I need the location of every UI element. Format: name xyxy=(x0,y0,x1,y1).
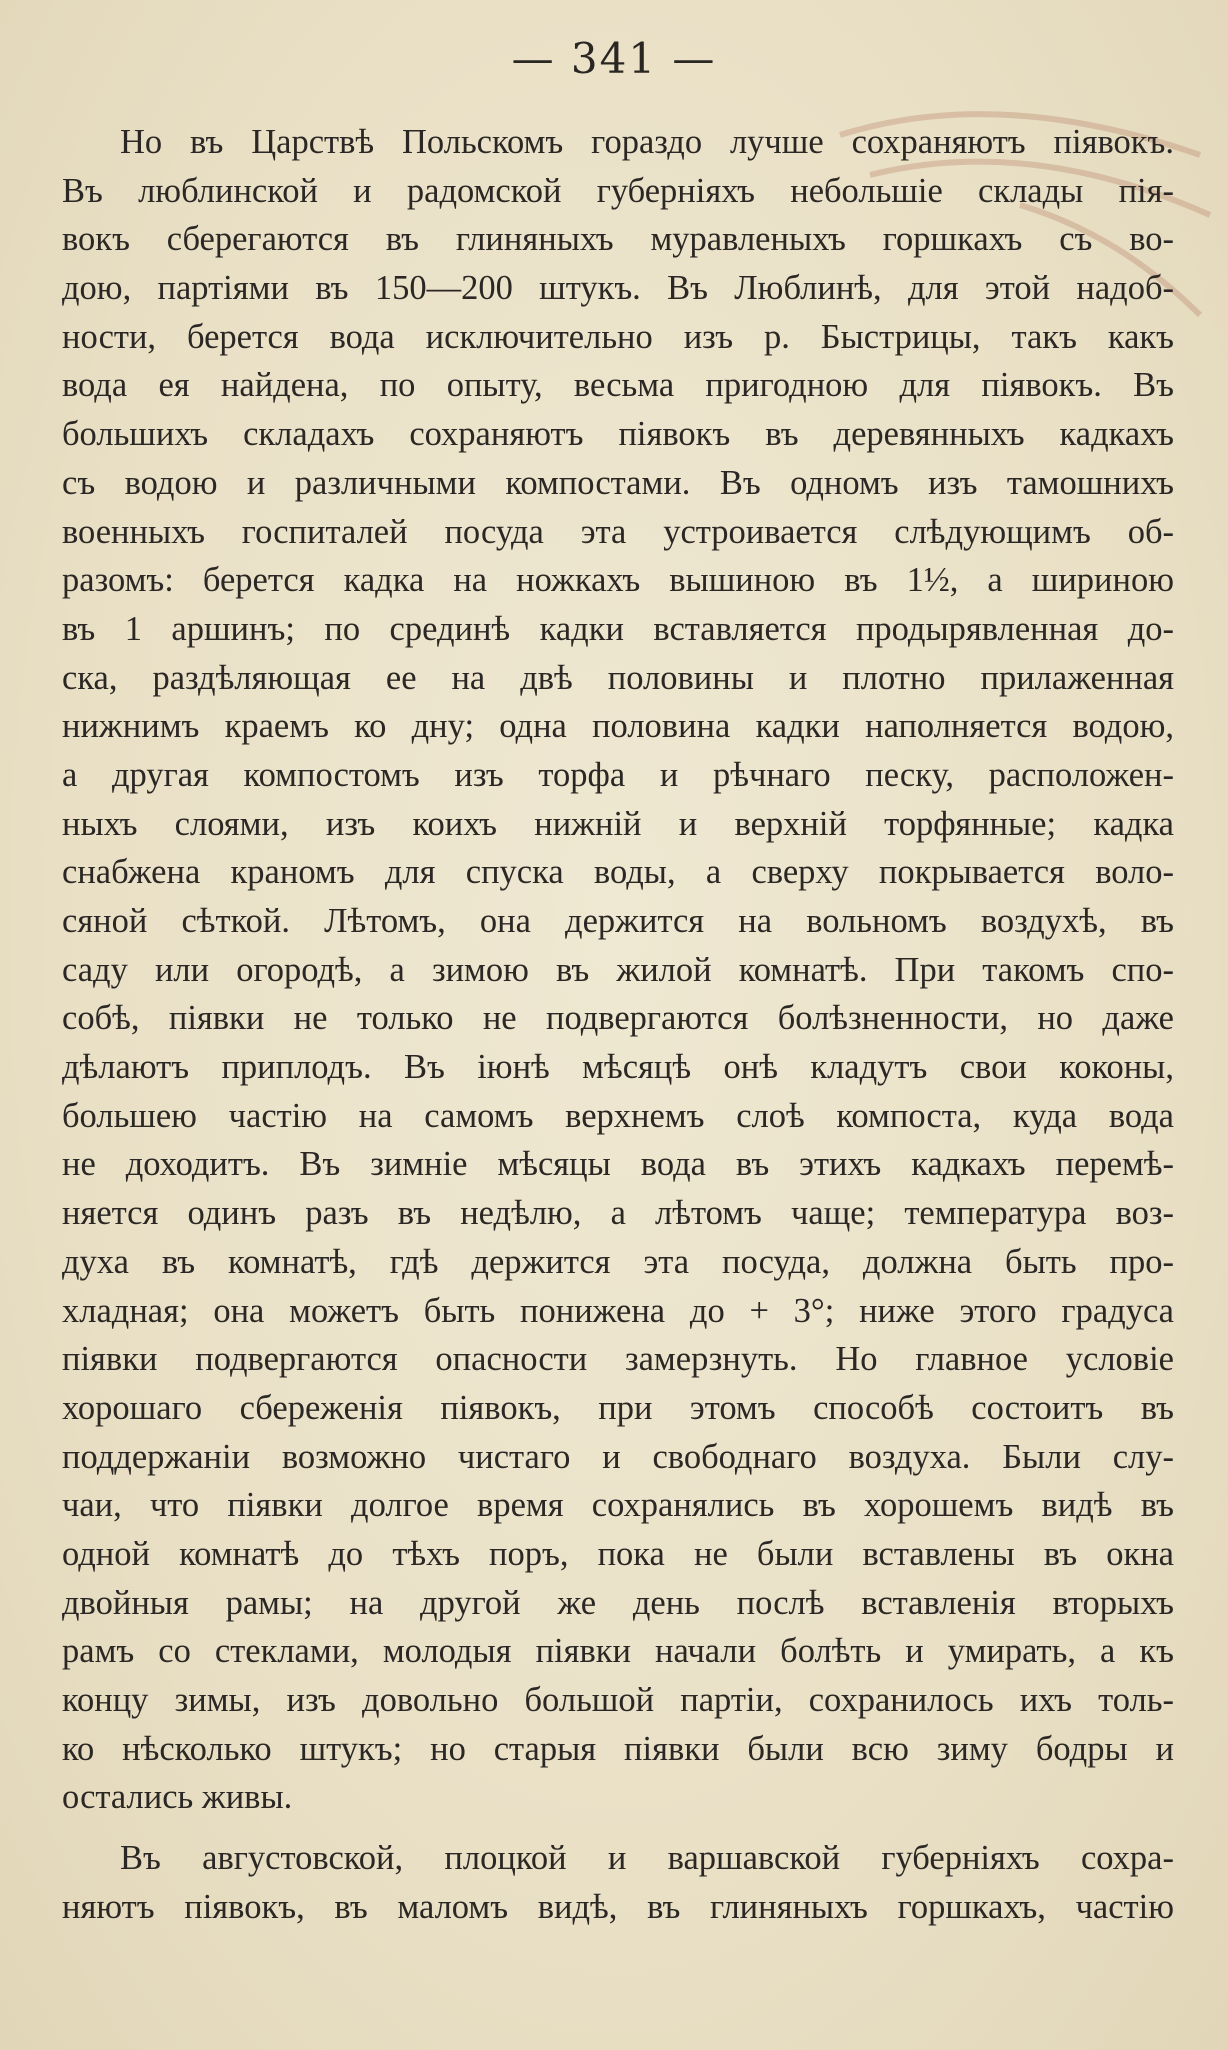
text-line: не доходитъ. Въ зимнiе мѣсяцы вода въ этихъ кадкахъ перемѣ- xyxy=(62,1145,1174,1184)
text-line: чаи, что пiявки долгое время сохранялись въ хорошемъ видѣ въ xyxy=(62,1486,1174,1525)
text-line: няютъ пiявокъ, въ маломъ видѣ, въ глиняныхъ горшкахъ, частiю xyxy=(62,1887,1174,1926)
text-line: а другая компостомъ изъ торфа и рѣчнаго песку, расположен- xyxy=(62,755,1174,794)
text-line: ска, раздѣляющая ее на двѣ половины и плотно прилаженная xyxy=(62,658,1174,697)
text-line: духа въ комнатѣ, гдѣ держится эта посуда, должна быть про- xyxy=(62,1242,1174,1281)
text-line: въ 1 аршинъ; по срединѣ кадки вставляется продырявленная до- xyxy=(62,609,1174,648)
text-line: съ водою и различными компостами. Въ одномъ изъ тамошнихъ xyxy=(62,463,1174,502)
text-line: ности, берется вода исключительно изъ р. Быстрицы, такъ какъ xyxy=(62,317,1174,356)
text-line: снабжена краномъ для спуска воды, а сверху покрывается воло- xyxy=(62,853,1174,892)
text-line: вокъ сберегаются въ глиняныхъ муравленыхъ горшкахъ съ во- xyxy=(62,220,1174,259)
text-line: сяной сѣткой. Лѣтомъ, она держится на вольномъ воздухѣ, въ xyxy=(62,902,1174,940)
text-line: большихъ складахъ сохраняютъ пiявокъ въ деревянныхъ кадкахъ xyxy=(62,415,1174,454)
text-line: нижнимъ краемъ ко дну; одна половина кадки наполняется водою, xyxy=(62,707,1174,746)
text-line: дою, партiями въ 150—200 штукъ. Въ Люблинѣ, для этой надоб- xyxy=(62,269,1174,308)
text-line: ко нѣсколько штукъ; но старыя пiявки были всю зиму бодры и xyxy=(62,1729,1174,1768)
text-line: Но въ Царствѣ Польскомъ гораздо лучше сохраняютъ пiявокъ. xyxy=(120,123,1174,161)
text-line: ныхъ слоями, изъ коихъ нижнiй и верхнiй торфянные; кадка xyxy=(62,804,1174,843)
text-line: вода ея найдена, по опыту, весьма пригодною для пiявокъ. Въ xyxy=(62,366,1174,405)
text-line: поддержанiи возможно чистаго и свободнаго воздуха. Были слу- xyxy=(62,1437,1174,1476)
text-line: саду или огородѣ, а зимою въ жилой комнатѣ. При такомъ спо- xyxy=(62,950,1174,989)
text-line: военныхъ госпиталей посуда эта устроивается слѣдующимъ об- xyxy=(62,512,1174,551)
text-line: рамъ со стеклами, молодыя пiявки начали болѣть и умирать, а къ xyxy=(62,1632,1174,1671)
text-line: хорошаго сбереженiя пiявокъ, при этомъ способѣ состоитъ въ xyxy=(62,1388,1174,1427)
text-line: одной комнатѣ до тѣхъ поръ, пока не были вставлены въ окна xyxy=(62,1534,1174,1573)
text-line: остались живы. xyxy=(62,1778,293,1817)
text-line: собѣ, пiявки не только не подвергаются болѣзненности, но даже xyxy=(62,999,1174,1038)
text-line: дѣлаютъ приплодъ. Въ iюнѣ мѣсяцѣ онѣ кладутъ свои коконы, xyxy=(62,1048,1174,1087)
text-line: Въ люблинской и радомской губернiяхъ небольшiе склады пiя- xyxy=(62,171,1174,210)
text-line: няется одинъ разъ въ недѣлю, а лѣтомъ чаще; температура воз- xyxy=(62,1194,1174,1233)
text-line: концу зимы, изъ довольно большой партiи, сохранилось ихъ толь- xyxy=(62,1681,1174,1719)
text-line: разомъ: берется кадка на ножкахъ вышиною въ 1½, а шириною xyxy=(62,561,1174,600)
paragraph xyxy=(62,118,1174,1822)
text-line: двойныя рамы; на другой же день послѣ вставленiя вторыхъ xyxy=(62,1583,1174,1622)
text-line: большею частiю на самомъ верхнемъ слоѣ компоста, куда вода xyxy=(62,1096,1174,1135)
paragraph xyxy=(62,1834,1174,1931)
text-line: пiявки подвергаются опасности замерзнуть. Но главное условiе xyxy=(62,1340,1174,1379)
text-line: Въ августовской, плоцкой и варшавской губернiяхъ сохра- xyxy=(120,1839,1174,1878)
paragraph-gap xyxy=(62,1822,1174,1834)
body-text xyxy=(62,118,1174,1931)
page-number: — 341 — xyxy=(511,34,717,83)
text-line: хладная; она можетъ быть понижена до + 3°; ниже этого градуса xyxy=(62,1291,1174,1330)
